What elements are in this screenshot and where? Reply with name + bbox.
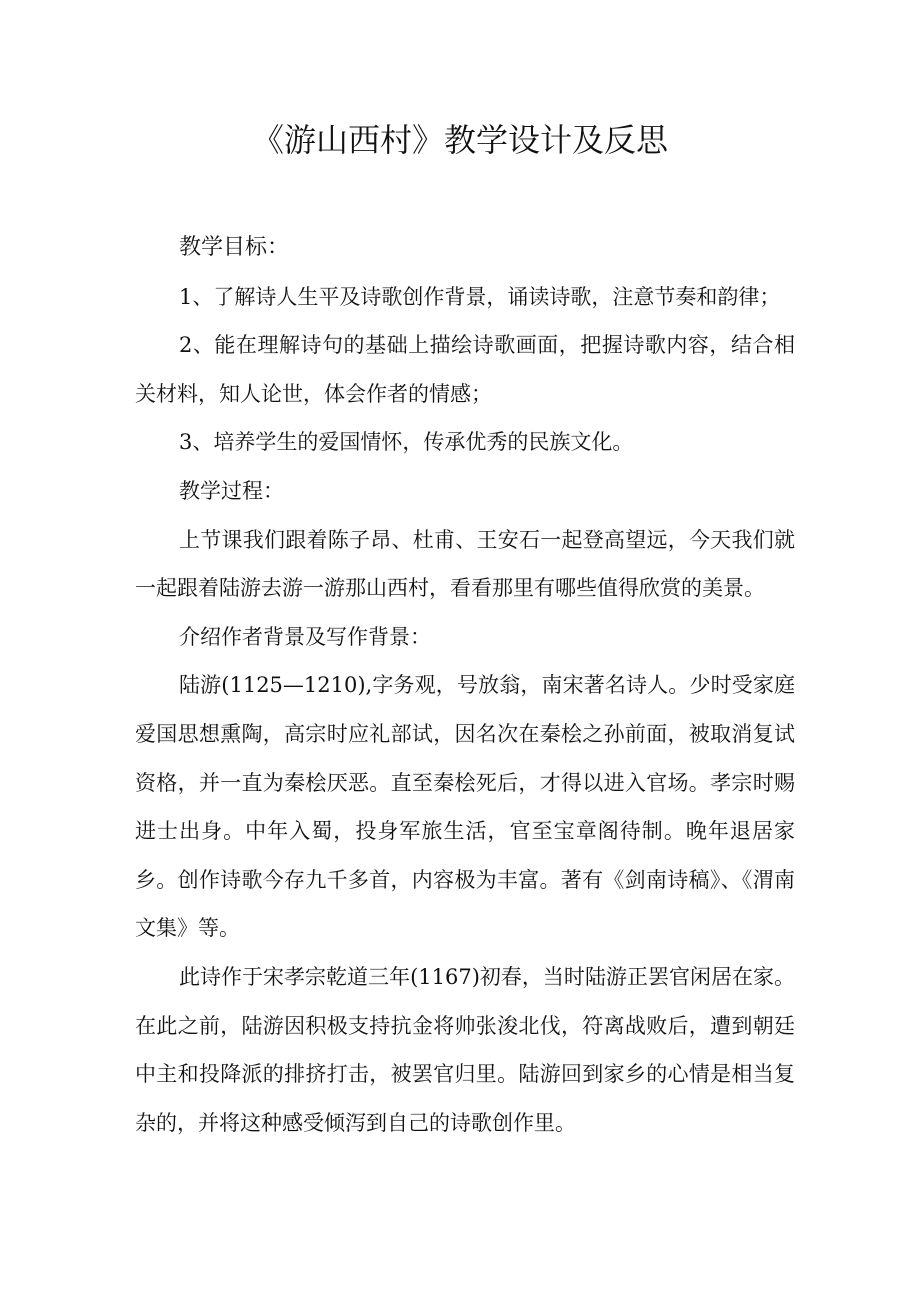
goal-item-1: 1、了解诗人生平及诗歌创作背景，诵读诗歌，注意节奏和韵律； bbox=[179, 284, 781, 309]
document-title: 《游山西村》教学设计及反思 bbox=[251, 121, 668, 159]
intro-paragraph: 上节课我们跟着陈子昂、杜甫、王安石一起登高望远，今天我们就一起跟着陆游去游一游那山西村，看看那里有哪些值得欣赏的美景。 bbox=[135, 527, 795, 601]
goal-item-2: 2、能在理解诗句的基础上描绘诗歌画面，把握诗歌内容，结合相关材料，知人论世，体会作者的情感； bbox=[135, 333, 795, 406]
process-heading: 教学过程： bbox=[179, 478, 284, 503]
author-bio-paragraph: 陆游(1125—1210),字务观，号放翁，南宋著名诗人。少时受家庭爱国思想熏陶，高宗时应礼部试，因名次在秦桧之孙前面，被取消复试资格，并一直为秦桧厌恶。直至秦桧死后，才得以进入官场。孝宗时赐进士出身。中年入蜀，投身军旅生活，官至宝章阁待制。晚年退居家乡。创作诗歌今存九千多首，内容极为丰富。著有《剑南诗稿》、《渭南文集》等。 bbox=[135, 673, 795, 941]
poem-background-paragraph: 此诗作于宋孝宗乾道三年(1167)初春，当时陆游正罢官闲居在家。在此之前，陆游因积极支持抗金将帅张浚北伐，符离战败后，遭到朝廷中主和投降派的排挤打击，被罢官归里。陆游回到家乡的心情是相当复杂的，并将这种感受倾泻到自己的诗歌创作里。 bbox=[135, 964, 795, 1135]
document-body bbox=[135, 224, 795, 1147]
goal-item-3: 3、培养学生的爱国情怀，传承优秀的民族文化。 bbox=[179, 430, 634, 455]
goals-heading: 教学目标： bbox=[179, 235, 290, 260]
background-heading: 介绍作者背景及写作背景： bbox=[179, 624, 431, 649]
